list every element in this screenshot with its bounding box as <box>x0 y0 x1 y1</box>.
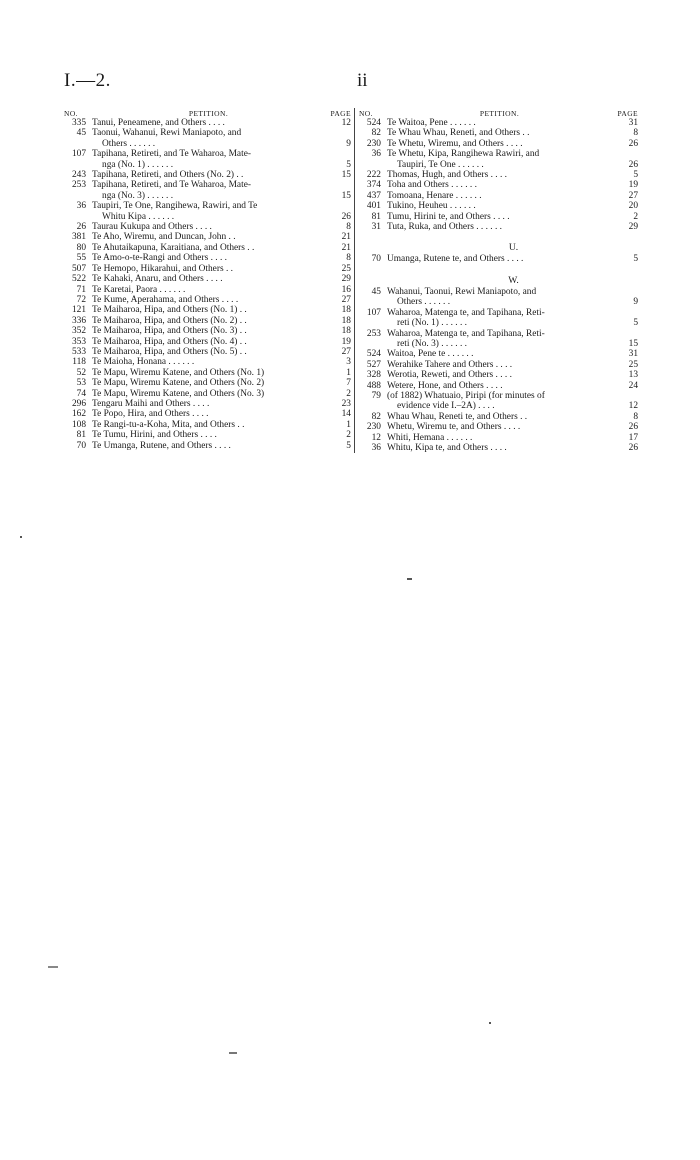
entry-page: 12 <box>341 118 351 128</box>
entry-petitioner <box>92 357 329 367</box>
entry-petitioner <box>92 264 329 274</box>
entry-petitioner <box>387 412 616 422</box>
entry-petitioner <box>92 347 329 357</box>
entry-petitioner <box>92 274 329 284</box>
right-entries-t <box>359 118 638 232</box>
entry-page: 27 <box>341 294 351 305</box>
entry-page: 5 <box>346 440 351 451</box>
entry-text-line: Tukino, Heuheu . . . . . . <box>386 201 476 212</box>
entry-text-line: Te Tumu, Hirini, and Others . . . . <box>92 430 217 441</box>
index-entry <box>359 308 638 329</box>
entry-petitioner <box>387 128 616 138</box>
index-entry <box>359 180 638 190</box>
entry-text-line: Waharoa, Matenga te, and Tapihana, Reti- <box>386 328 545 339</box>
entry-petitioner <box>92 430 329 440</box>
entry-text-continuation: Taupiri, Te One . . . . . . <box>396 159 484 170</box>
entry-petitioner <box>92 409 329 419</box>
entry-text-line: (of 1882) Whatuaio, Piripi (for minutes of <box>386 390 545 401</box>
entry-text-line: Wahanui, Taonui, Rewi Maniapoto, and <box>386 286 537 297</box>
entry-petitioner <box>92 305 329 315</box>
entry-number: 527 <box>366 359 381 370</box>
entry-number: 121 <box>71 305 86 316</box>
entry-text-line: Thomas, Hugh, and Others . . . . <box>386 170 508 181</box>
entry-text-line: Tengaru Maihi and Others . . . . <box>92 398 210 409</box>
entry-text-line: Te Maiharoa, Hipa, and Others (No. 2) . . <box>92 315 247 326</box>
index-entry <box>64 399 351 409</box>
entry-page: 26 <box>628 422 638 433</box>
entry-page: 23 <box>341 398 351 409</box>
entry-text-line: Te Rangi-tu-a-Koha, Mita, and Others . . <box>92 419 245 430</box>
entry-text-continuation: reti (No. 1) . . . . . . <box>396 318 468 329</box>
left-entries <box>64 118 351 451</box>
entry-number: 222 <box>366 170 381 181</box>
header-page: PAGE <box>330 109 351 118</box>
entry-number: 524 <box>366 349 381 360</box>
entry-number: 36 <box>371 149 381 160</box>
entry-page: 9 <box>633 297 638 308</box>
entry-page: 5 <box>346 159 351 170</box>
entry-page: 15 <box>341 190 351 201</box>
scan-speck <box>489 1022 491 1024</box>
entry-page: 8 <box>346 222 351 233</box>
entry-page: 24 <box>628 380 638 391</box>
entry-text-line: Te Whetu, Wiremu, and Others . . . . <box>386 138 523 149</box>
index-entry <box>359 422 638 432</box>
entry-petitioner <box>387 349 616 359</box>
index-entry <box>64 347 351 357</box>
index-entry <box>64 337 351 347</box>
entry-page: 2 <box>346 388 351 399</box>
entry-number: 81 <box>371 211 381 222</box>
entry-petitioner <box>92 149 329 170</box>
index-entry <box>359 128 638 138</box>
entry-petitioner <box>387 308 616 329</box>
entry-text-line: Tapihana, Retireti, and Others (No. 2) . . <box>92 170 244 181</box>
index-entry <box>64 274 351 284</box>
entry-number: 107 <box>71 149 86 160</box>
entry-number: 72 <box>76 294 86 305</box>
entry-petitioner <box>387 191 616 201</box>
entry-text-line: Te Popo, Hira, and Others . . . . <box>92 409 209 420</box>
entry-page: 26 <box>628 442 638 453</box>
entry-text-continuation: reti (No. 3) . . . . . . <box>396 338 468 349</box>
entry-number: 36 <box>371 442 381 453</box>
entry-text-continuation: Others . . . . . . <box>396 297 451 308</box>
index-entry <box>359 222 638 232</box>
entry-number: 230 <box>366 422 381 433</box>
entry-petitioner <box>92 337 329 347</box>
entry-text-line: Te Whau Whau, Reneti, and Others . . <box>386 128 530 139</box>
entry-text-line: Tomoana, Henare . . . . . . <box>386 190 482 201</box>
entry-number: 55 <box>76 253 86 264</box>
left-column <box>64 108 355 453</box>
index-entry <box>359 287 638 308</box>
entry-text-line: Te Aho, Wiremu, and Duncan, John . . <box>92 232 236 243</box>
entry-petitioner <box>387 370 616 380</box>
entry-page: 27 <box>628 190 638 201</box>
entry-text-line: Werahike Tahere and Others . . . . <box>386 359 513 370</box>
entry-petitioner <box>387 149 616 170</box>
entry-petitioner <box>92 253 329 263</box>
entry-petitioner <box>387 118 616 128</box>
entry-petitioner <box>387 422 616 432</box>
index-entry <box>359 433 638 443</box>
entry-petitioner <box>92 118 329 128</box>
entry-petitioner <box>92 222 329 232</box>
entry-page: 7 <box>346 378 351 389</box>
entry-number: 488 <box>366 380 381 391</box>
entry-petitioner <box>387 201 616 211</box>
scan-speck <box>20 536 22 538</box>
entry-page: 1 <box>346 419 351 430</box>
entry-number: 522 <box>71 274 86 285</box>
index-entry <box>64 305 351 315</box>
entry-text-line: Te Mapu, Wiremu Katene, and Others (No. 2) <box>92 378 265 389</box>
entry-number: 36 <box>76 201 86 212</box>
index-entry <box>64 420 351 430</box>
entry-petitioner <box>92 243 329 253</box>
entry-number: 533 <box>71 346 86 357</box>
entry-petitioner <box>387 360 616 370</box>
index-entry <box>359 370 638 380</box>
entry-page: 29 <box>341 274 351 285</box>
entry-page: 9 <box>346 138 351 149</box>
scan-speck <box>407 578 412 580</box>
entry-page: 25 <box>341 263 351 274</box>
entry-petitioner <box>92 441 329 451</box>
entry-page: 8 <box>633 411 638 422</box>
entry-text-line: Te Kahaki, Anaru, and Others . . . . <box>92 274 223 285</box>
entry-text-continuation: Whitu Kipa . . . . . . <box>102 211 175 222</box>
entry-text-line: Te Amo-o-te-Rangi and Others . . . . <box>92 253 227 264</box>
entry-text-line: Tapihana, Retireti, and Te Waharoa, Mate- <box>92 180 251 191</box>
entry-number: 107 <box>366 307 381 318</box>
entry-page: 31 <box>628 118 638 128</box>
section-letter-u: U. <box>508 242 519 254</box>
entry-text-line: Taonui, Wahanui, Rewi Maniapoto, and <box>92 128 242 139</box>
entry-number: 79 <box>371 390 381 401</box>
entry-petitioner <box>92 295 329 305</box>
index-entry <box>64 430 351 440</box>
entry-text-line: Te Whetu, Kipa, Rangihewa Rawiri, and <box>386 149 540 160</box>
entry-petitioner <box>92 170 329 180</box>
index-entry <box>64 295 351 305</box>
header-no: NO. <box>358 109 373 118</box>
entry-text-line: Te Maiharoa, Hipa, and Others (No. 3) . . <box>92 326 247 337</box>
index-entry <box>359 149 638 170</box>
index-entry <box>359 381 638 391</box>
entry-number: 507 <box>71 263 86 274</box>
entry-number: 353 <box>71 336 86 347</box>
entry-petitioner <box>92 326 329 336</box>
entry-number: 70 <box>76 440 86 451</box>
entry-page: 31 <box>628 349 638 360</box>
entry-page: 19 <box>341 336 351 347</box>
entry-petitioner <box>92 316 329 326</box>
index-entry <box>64 285 351 295</box>
entry-number: 31 <box>371 222 381 233</box>
index-entry <box>64 389 351 399</box>
index-entry <box>359 349 638 359</box>
header-petition: PETITION. <box>479 109 520 118</box>
entry-text-line: Werotia, Reweti, and Others . . . . <box>386 370 512 381</box>
entry-number: 401 <box>366 201 381 212</box>
header-no: NO. <box>64 109 78 118</box>
entry-petitioner <box>387 443 616 453</box>
entry-text-line: Whetu, Wiremu te, and Others . . . . <box>386 422 521 433</box>
entry-page: 27 <box>341 346 351 357</box>
entry-page: 26 <box>628 138 638 149</box>
entry-number: 45 <box>371 286 381 297</box>
index-entry <box>359 118 638 128</box>
entry-text-line: Tapihana, Retireti, and Te Waharoa, Mate- <box>92 149 251 160</box>
index-entry <box>64 357 351 367</box>
entry-petitioner <box>387 329 616 350</box>
index-entry <box>359 443 638 453</box>
entry-number: 162 <box>71 409 86 420</box>
entry-text-line: Te Maioha, Honana . . . . . . <box>92 357 195 368</box>
index-entry <box>359 254 638 264</box>
scan-speck <box>229 1052 237 1054</box>
entry-text-continuation: evidence vide I.–2A) . . . . <box>396 401 495 412</box>
index-entry <box>64 316 351 326</box>
entry-text-line: Wetere, Hone, and Others . . . . <box>386 380 503 391</box>
index-entry <box>64 232 351 242</box>
header-page: PAGE <box>617 109 638 118</box>
entry-petitioner <box>92 368 329 378</box>
entry-text-line: Te Maiharoa, Hipa, and Others (No. 4) . . <box>92 336 247 347</box>
entry-page: 13 <box>628 370 638 381</box>
entry-number: 52 <box>76 367 86 378</box>
entry-page: 19 <box>628 180 638 191</box>
entry-text-line: Te Waitoa, Pene . . . . . . <box>386 118 476 128</box>
entry-page: 8 <box>633 128 638 139</box>
entry-number: 230 <box>366 138 381 149</box>
entry-petitioner <box>92 378 329 388</box>
entry-number: 70 <box>371 254 381 265</box>
entry-number: 82 <box>371 411 381 422</box>
index-entry <box>64 180 351 201</box>
entry-text-line: Te Maiharoa, Hipa, and Others (No. 1) . . <box>92 305 247 316</box>
index-entry <box>64 128 351 149</box>
entry-number: 335 <box>71 118 86 128</box>
index-entry <box>359 191 638 201</box>
entry-text-continuation: nga (No. 3) . . . . . . <box>102 190 174 201</box>
entry-page: 3 <box>346 357 351 368</box>
entry-petitioner <box>92 285 329 295</box>
entry-page: 26 <box>628 159 638 170</box>
entry-page: 18 <box>341 326 351 337</box>
right-entries-w <box>359 287 638 454</box>
index-entry <box>359 360 638 370</box>
entry-text-line: Tumu, Hirini te, and Others . . . . <box>386 211 510 222</box>
entry-petitioner <box>387 170 616 180</box>
entry-text-line: Whau Whau, Reneti te, and Others . . <box>386 411 528 422</box>
entry-petitioner <box>387 287 616 308</box>
entry-page: 21 <box>341 232 351 243</box>
entry-petitioner <box>92 389 329 399</box>
index-entry <box>64 253 351 263</box>
entry-page: 17 <box>628 432 638 443</box>
entry-petitioner <box>387 433 616 443</box>
entry-petitioner <box>92 180 329 201</box>
index-entry <box>64 441 351 451</box>
index-entry <box>359 170 638 180</box>
entry-petitioner <box>387 391 616 412</box>
entry-text-line: Tuta, Ruka, and Others . . . . . . <box>386 222 502 233</box>
entry-text-line: Te Hemopo, Hikarahui, and Others . . <box>92 263 233 274</box>
entry-page: 12 <box>628 401 638 412</box>
entry-number: 381 <box>71 232 86 243</box>
entry-page: 2 <box>346 430 351 441</box>
index-entry <box>64 243 351 253</box>
entry-number: 336 <box>71 315 86 326</box>
entry-page: 1 <box>346 367 351 378</box>
column-header <box>64 108 351 118</box>
entry-number: 81 <box>76 430 86 441</box>
entry-page: 18 <box>341 305 351 316</box>
entry-petitioner <box>387 381 616 391</box>
entry-number: 71 <box>76 284 86 295</box>
entry-text-line: Taupiri, Te One, Rangihewa, Rawiri, and Te <box>92 201 258 212</box>
entry-page: 8 <box>346 253 351 264</box>
entry-petitioner <box>92 232 329 242</box>
document-id: I.—2. <box>64 70 111 91</box>
entry-text-line: Te Maiharoa, Hipa, and Others (No. 5) . . <box>92 346 247 357</box>
entry-page: 16 <box>341 284 351 295</box>
index-entry <box>64 409 351 419</box>
entry-text-line: Te Kume, Aperahama, and Others . . . . <box>92 294 239 305</box>
entry-petitioner <box>92 201 329 222</box>
entry-page: 29 <box>628 222 638 233</box>
entry-number: 328 <box>366 370 381 381</box>
entry-text-continuation: Others . . . . . . <box>102 138 156 149</box>
index-entry <box>64 368 351 378</box>
entry-petitioner <box>387 212 616 222</box>
entry-text-line: Toha and Others . . . . . . <box>386 180 477 191</box>
column-header <box>359 108 638 118</box>
index-entry <box>64 378 351 388</box>
entry-petitioner <box>92 420 329 430</box>
entry-text-line: Waharoa, Matenga te, and Tapihana, Reti- <box>386 307 545 318</box>
index-entry <box>64 201 351 222</box>
entry-number: 26 <box>76 222 86 233</box>
index-entry <box>64 264 351 274</box>
entry-text-line: Te Umanga, Rutene, and Others . . . . <box>92 440 231 451</box>
page-number: ii <box>357 70 368 91</box>
entry-text-line: Waitoa, Pene te . . . . . . <box>386 349 474 360</box>
entry-page: 26 <box>341 211 351 222</box>
entry-petitioner <box>387 139 616 149</box>
entry-page: 18 <box>341 315 351 326</box>
entry-page: 2 <box>633 211 638 222</box>
entry-text-continuation: nga (No. 1) . . . . . . <box>102 159 174 170</box>
index-entry <box>64 118 351 128</box>
entry-page: 14 <box>341 409 351 420</box>
entry-petitioner <box>387 180 616 190</box>
index-entry <box>64 326 351 336</box>
entry-text-line: Te Mapu, Wiremu Katene, and Others (No. 3) <box>92 388 265 399</box>
entry-petitioner <box>387 222 616 232</box>
index-entry <box>359 212 638 222</box>
entry-text-line: Whitu, Kipa te, and Others . . . . <box>386 442 507 453</box>
section-letter-w: W. <box>508 274 519 286</box>
page-header <box>64 70 640 92</box>
entry-number: 74 <box>76 388 86 399</box>
index-entry <box>359 139 638 149</box>
entry-text-line: Tanui, Peneamene, and Others . . . . <box>92 118 225 128</box>
entry-page: 21 <box>341 242 351 253</box>
entry-number: 243 <box>71 170 86 181</box>
petition-index <box>64 108 638 453</box>
index-entry <box>64 149 351 170</box>
entry-number: 53 <box>76 378 86 389</box>
entry-text-line: Umanga, Rutene te, and Others . . . . <box>386 254 524 265</box>
entry-number: 524 <box>366 118 381 128</box>
entry-number: 12 <box>371 432 381 443</box>
entry-page: 5 <box>633 318 638 329</box>
entry-number: 45 <box>76 128 86 139</box>
entry-text-line: Taurau Kukupa and Others . . . . <box>92 222 212 233</box>
entry-number: 82 <box>371 128 381 139</box>
entry-page: 5 <box>633 254 638 265</box>
header-petition: PETITION. <box>188 109 229 118</box>
index-entry <box>359 391 638 412</box>
index-entry <box>359 201 638 211</box>
entry-number: 118 <box>72 357 86 368</box>
entry-text-line: Te Karetai, Paora . . . . . . <box>92 284 186 295</box>
entry-number: 253 <box>366 328 381 339</box>
index-entry <box>359 412 638 422</box>
entry-page: 5 <box>633 170 638 181</box>
scan-speck <box>48 966 58 968</box>
entry-number: 108 <box>71 419 86 430</box>
entry-number: 437 <box>366 190 381 201</box>
entry-petitioner <box>387 254 616 264</box>
entry-number: 80 <box>76 242 86 253</box>
entry-number: 374 <box>366 180 381 191</box>
entry-page: 20 <box>628 201 638 212</box>
right-column <box>355 108 638 453</box>
index-entry <box>64 222 351 232</box>
entry-page: 15 <box>341 170 351 181</box>
index-entry <box>64 170 351 180</box>
entry-number: 352 <box>71 326 86 337</box>
entry-text-line: Whiti, Hemana . . . . . . <box>386 432 473 443</box>
entry-page: 25 <box>628 359 638 370</box>
entry-text-line: Te Ahutaikapuna, Karaitiana, and Others . . <box>92 242 255 253</box>
entry-petitioner <box>92 399 329 409</box>
index-entry <box>359 329 638 350</box>
entry-text-line: Te Mapu, Wiremu Katene, and Others (No. 1) <box>92 367 265 378</box>
entry-number: 296 <box>71 398 86 409</box>
right-entries-u <box>359 254 638 264</box>
entry-number: 253 <box>71 180 86 191</box>
entry-petitioner <box>92 128 329 149</box>
entry-page: 15 <box>628 338 638 349</box>
